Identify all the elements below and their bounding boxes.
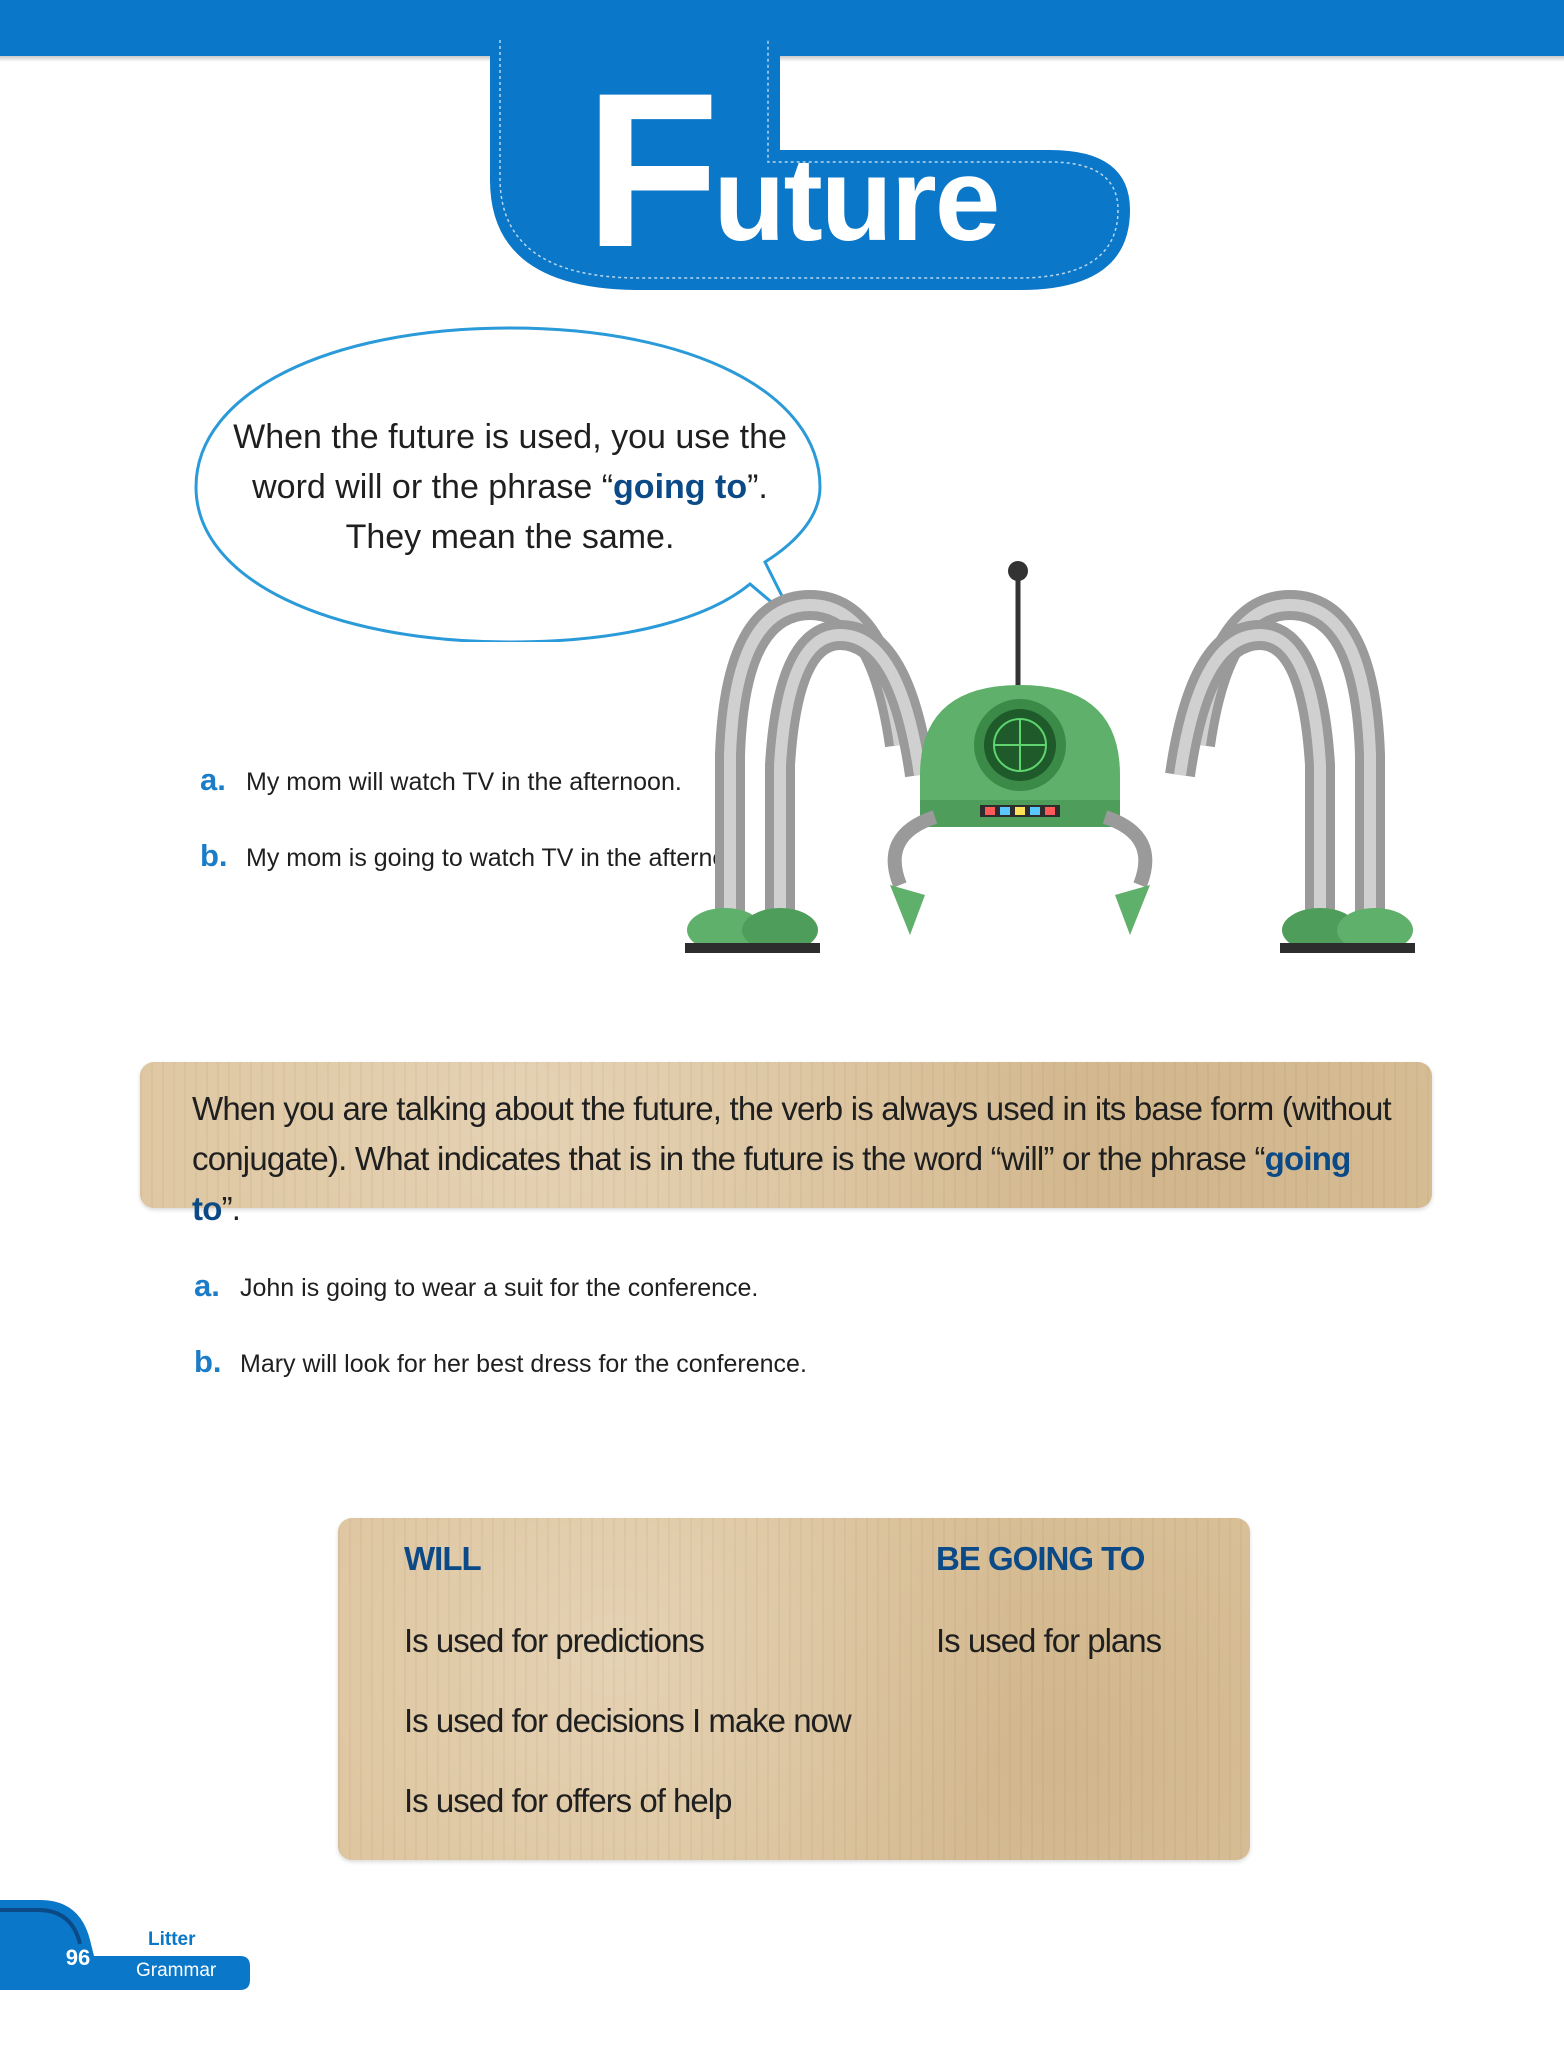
example-top-b: [200, 838, 726, 874]
bubble-line-1: When the future is used, you use the: [233, 418, 787, 456]
will-item: Is used for predictions: [404, 1622, 704, 1659]
example-letter: b.: [194, 1344, 222, 1379]
bubble-line-2-pre: word will or the phrase “: [252, 468, 614, 506]
example-top-a: [200, 762, 682, 798]
note-highlight-going-to: going to: [192, 1140, 1351, 1227]
example-bottom-b: [194, 1344, 807, 1380]
footer-section-name: Grammar: [136, 1960, 217, 1981]
bubble-line-2-post: ”.: [747, 468, 768, 506]
footer-book-title: Litter: [148, 1929, 196, 1950]
page-title-rest: uture: [713, 134, 999, 266]
note-line-2: [192, 1134, 1392, 1234]
example-text: Mary will look for her best dress for the conference.: [240, 1350, 807, 1378]
will-item: Is used for offers of help: [404, 1782, 732, 1819]
example-letter: b.: [200, 838, 228, 873]
going-to-heading: BE GOING TO: [936, 1540, 1145, 1577]
bubble-line-3: They mean the same.: [345, 518, 675, 556]
page-title-initial: F: [585, 47, 714, 293]
example-text: John is going to wear a suit for the conference.: [240, 1274, 759, 1302]
page-title: [585, 47, 1185, 293]
note-line-2-post: ”.: [221, 1190, 241, 1227]
speech-bubble-text: [220, 412, 800, 562]
going-to-item: Is used for plans: [936, 1622, 1162, 1659]
note-line-2-pre: conjugate). What indicates that is in the future is the word “will” or the phrase “: [192, 1140, 1265, 1177]
bubble-line-2: [220, 462, 800, 512]
will-item: Is used for decisions I make now: [404, 1702, 851, 1739]
example-letter: a.: [194, 1268, 220, 1303]
example-text: My mom will watch TV in the afternoon.: [246, 768, 682, 796]
bubble-highlight-going-to: going to: [613, 468, 748, 506]
example-text: My mom is going to watch TV in the afterno: [246, 844, 727, 872]
footer-tab-shape: [0, 1900, 260, 2048]
note-line-1: When you are talking about the future, the verb is always used in its base form (without: [192, 1090, 1391, 1127]
robot-illustration: [680, 555, 1420, 965]
page-number: 96: [65, 1945, 91, 1970]
example-letter: a.: [200, 762, 226, 797]
note-text: [192, 1084, 1392, 1234]
example-bottom-a: [194, 1268, 758, 1304]
will-heading: WILL: [404, 1540, 481, 1577]
